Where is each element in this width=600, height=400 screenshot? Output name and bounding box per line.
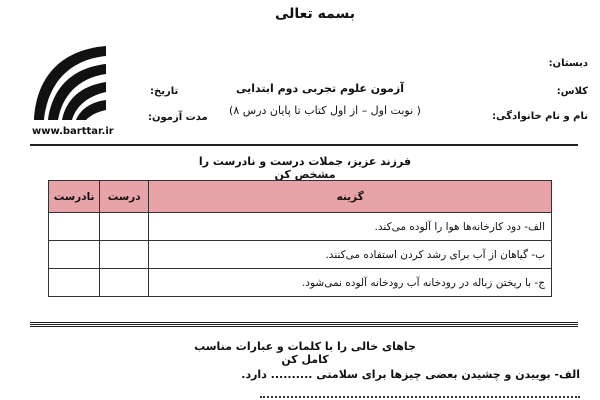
cut-off-dots	[260, 396, 580, 400]
header-true: درست	[100, 181, 149, 213]
table-row	[49, 269, 552, 297]
page-heading: بسمه تعالی	[274, 6, 356, 22]
class-label: کلاس:	[556, 86, 588, 97]
statement-cell: ب- گیاهان از آب برای رشد کردن استفاده می‌کنند.	[149, 241, 552, 269]
section1-instruction: فرزند عزیز، جملات درست و نادرست را مشخص کن	[198, 155, 412, 181]
table-row	[49, 241, 552, 269]
student-name-label: نام و نام خانوادگی:	[492, 111, 588, 122]
true-answer-cell[interactable]	[100, 241, 149, 269]
exam-title: آزمون علوم تجربی دوم ابتدایی	[236, 82, 404, 95]
site-url: www.barttar.ir	[32, 126, 114, 137]
table-row	[49, 213, 552, 241]
true-false-table	[48, 180, 552, 297]
duration-label: مدت آزمون:	[148, 112, 208, 123]
statement-cell: ج- با ریختن زباله در رودخانه آب رودخانه آلوده نمی‌شود.	[149, 269, 552, 297]
section2-instruction: جاهای خالی را با کلمات و عبارات مناسب کامل کن	[194, 340, 416, 366]
barttar-logo-icon	[28, 40, 110, 124]
divider-bottom	[30, 322, 578, 327]
false-answer-cell[interactable]	[49, 241, 100, 269]
statement-cell: الف- دود کارخانه‌ها هوا را آلوده می‌کند.	[149, 213, 552, 241]
fill-blank-item: الف- بوییدن و چشیدن بعضی چیزها برای سلامتی .......... دارد.	[241, 368, 580, 381]
false-answer-cell[interactable]	[49, 213, 100, 241]
cut-off-line	[260, 392, 580, 400]
true-answer-cell[interactable]	[100, 269, 149, 297]
false-answer-cell[interactable]	[49, 269, 100, 297]
date-label: تاریخ:	[150, 86, 179, 97]
exam-subtitle: ( نوبت اول – از اول کتاب تا پایان درس ۸)	[229, 104, 421, 117]
divider-top	[30, 144, 578, 146]
school-label: دبستان:	[548, 58, 588, 69]
header-false: نادرست	[49, 181, 100, 213]
true-answer-cell[interactable]	[100, 213, 149, 241]
header-option: گزینه	[149, 181, 552, 213]
table-header-row	[49, 181, 552, 213]
